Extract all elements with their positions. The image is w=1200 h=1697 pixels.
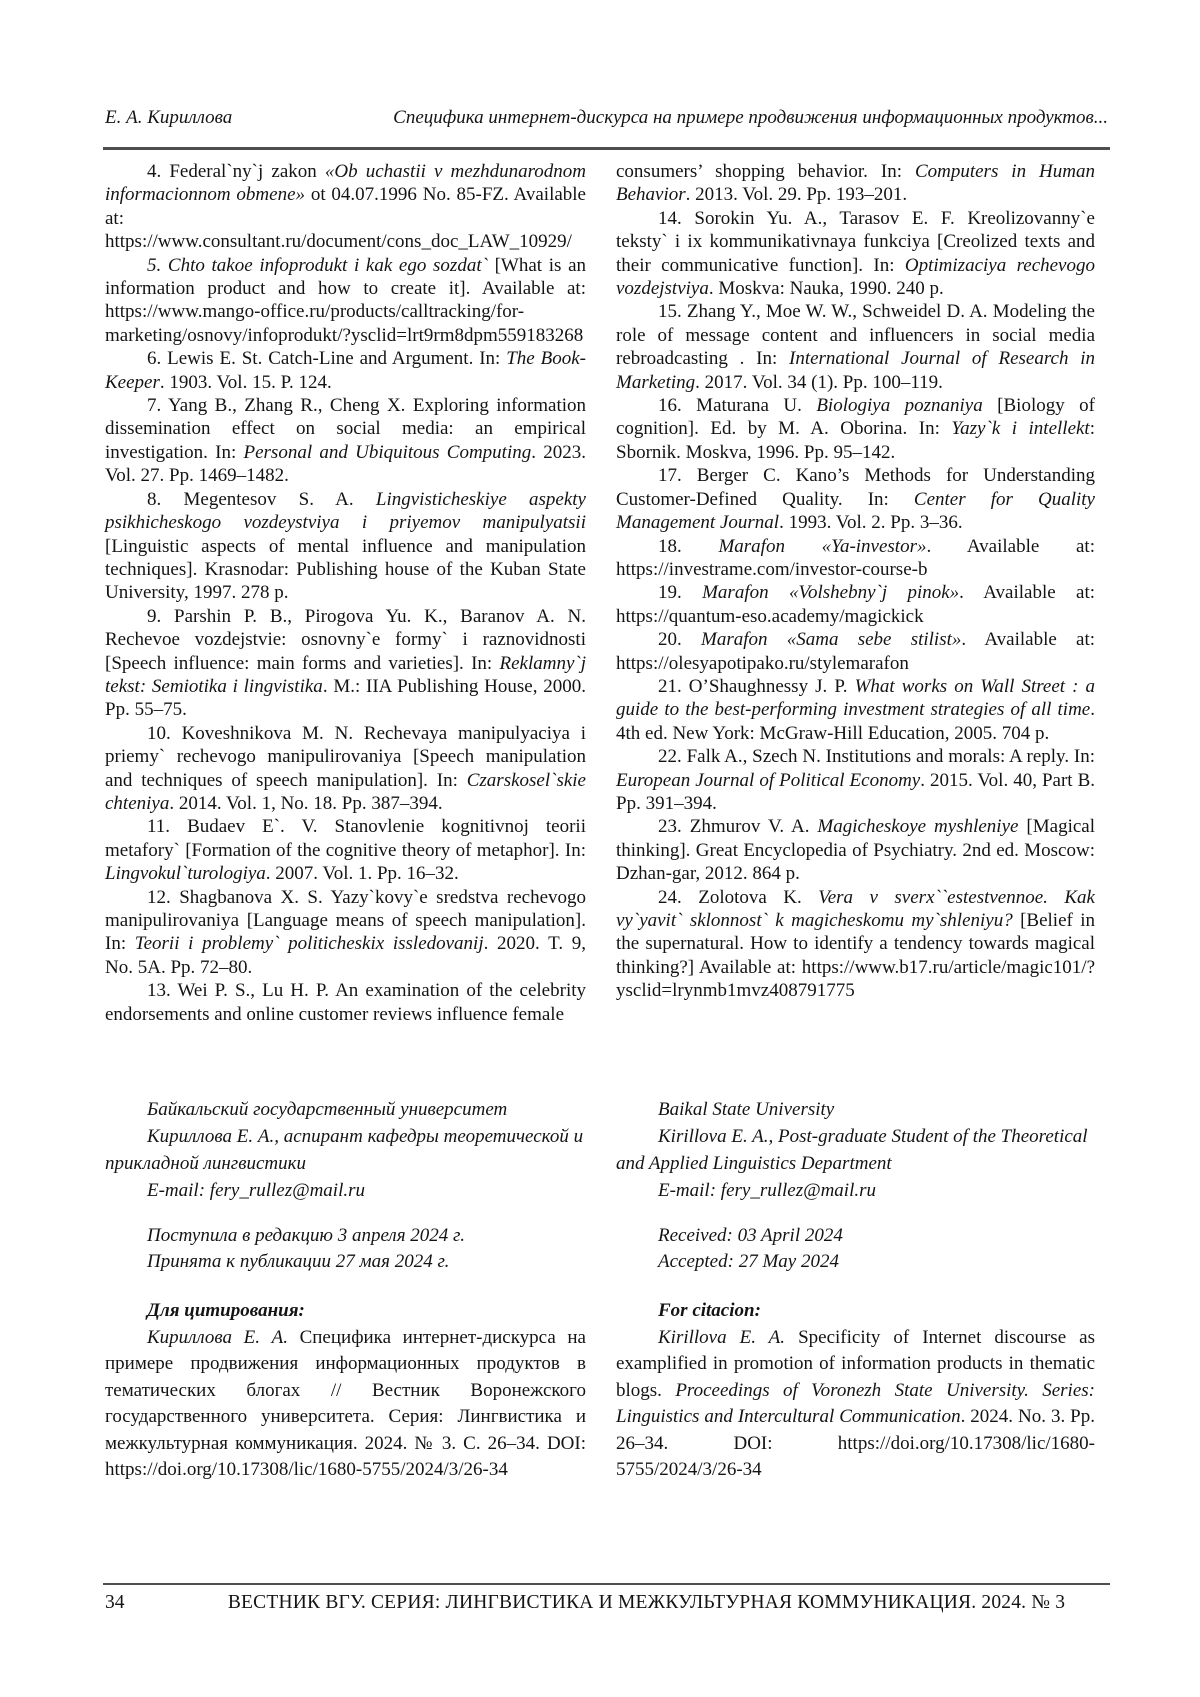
pub-date-line: Received: 03 April 2024 [658,1225,843,1246]
back-matter-en [616,1096,1095,1484]
reference-item: 15. Zhang Y., Moe W. W., Schweidel D. A. Modeling the role of message content and influencers in social media rebroadcasting . In: International Journal of Research in Marketing. 2017. Vol. 34 (1). Pp. 100–119. [616,301,1095,393]
references-left-column [105,160,586,1026]
reference-item: 19. Marafon «Volshebny`j pinok». Available at: https://quantum-eso.academy/magickick [616,582,1096,627]
pub-dates-en [616,1223,1095,1275]
reference-item: 17. Berger C. Kano’s Methods for Understanding Customer-Defined Quality. In: Center for Quality Management Journal. 1993. Vol. 2. Pp. 3–36. [616,465,1095,534]
reference-item: 20. Marafon «Sama sebe stilist». Available at: https://olesyapotipako.ru/stylemarafon [616,629,1096,674]
author-info-line: Baikal State University [658,1099,835,1120]
author-affiliation-ru [105,1096,586,1204]
author-info-line: Байкальский государственный университет [147,1099,508,1120]
pub-date-line: Поступила в редакцию 3 апреля 2024 г. [147,1225,465,1246]
reference-item: 22. Falk A., Szech N. Institutions and morals: A reply. In: European Journal of Political Economy. 2015. Vol. 40, Part B. Pp. 391–394. [616,746,1095,814]
citation-heading-en: For citacion: [658,1300,761,1321]
reference-item: 16. Maturana U. Biologiya poznaniya [Biology of cognition]. Ed. by M. A. Oborina. In: Yazy`k i intellekt: Sbornik. Moskva, 1996. Pp. 95–142. [616,395,1095,463]
citation-heading-ru: Для цитирования: [147,1300,305,1321]
footer-rule [103,1583,1110,1585]
author-info-line: E-mail: fery_rullez@mail.ru [147,1180,366,1201]
reference-item: 4. Federal`ny`j zakon «Ob uchastii v mezhdunarodnom informacionnom obmene» ot 04.07.1996 No. 85-FZ. Available at: https://www.consultant.ru/document/cons_doc_LAW_10929/ [105,161,586,253]
back-matter-ru [105,1096,586,1484]
reference-item: 7. Yang B., Zhang R., Cheng X. Exploring information dissemination effect on social media: an empirical investigation. In: Personal and Ubiquitous Computing. 2023. Vol. 27. Pp. 1469–1482. [105,395,586,487]
author-info-line: Kirillova E. A., Post-graduate Student of the Theoretical and Applied Linguistics Department [616,1126,1088,1174]
pub-date-line: Принята к публикации 27 мая 2024 г. [147,1251,450,1272]
back-matter-section [105,1096,1095,1484]
author-info-line: E-mail: fery_rullez@mail.ru [658,1180,877,1201]
reference-item: 24. Zolotova K. Vera v sverx``estestvennoe. Kak vy`yavit` sklonnost` k magicheskomu my`shleniyu? [Belief in the supernatural. How to identify a tendency towards magical thinking?] Available at: https://www.b17.ru/article/magic101/?ysclid=lrynmb1mvz408791775 [616,886,1096,1002]
pub-dates-ru [105,1223,586,1275]
reference-item: 12. Shagbanova X. S. Yazy`kovy`e sredstva rechevogo manipulirovaniya [Language means of speech manipulation]. In: Teorii i problemy` politicheskix issledovanij. 2020. T. 9, No. 5A. Pp. 72–80. [105,886,586,978]
journal-title: ВЕСТНИК ВГУ. СЕРИЯ: ЛИНГВИСТИКА И МЕЖКУЛЬТУРНАЯ КОММУНИКАЦИЯ. 2024. № 3 [227,1592,1066,1613]
citation-text-en: Kirillova E. A. Specificity of Internet discourse as examplified in promotion of information products in thematic blogs. Proceedings of Voronezh State University. Series: Linguistics and Intercultural Communication. 2024. No. 3. Pp. 26–34. DOI: https://doi.org/10.17308/lic/1680-5755/2024/3/26-34 [616,1326,1095,1480]
reference-item: 8. Megentesov S. A. Lingvisticheskiye aspekty psikhicheskogo vozdeystviya i priyemov manipulyatsii [Linguistic aspects of mental influence and manipulation techniques]. Krasnodar: Publishing house of the Kuban State University, 1997. 278 p. [105,488,586,604]
author-info-line: Кириллова Е. А., аспирант кафедры теоретической и прикладной лингвистики [105,1126,584,1174]
reference-item: 23. Zhmurov V. A. Magicheskoye myshleniye [Magical thinking]. Great Encyclopedia of Psychiatry. 2nd ed. Moscow: Dzhan-gar, 2012. 864 p. [616,816,1096,885]
running-header-title: Специфика интернет-дискурса на примере продвижения информационных продуктов... [393,107,1108,128]
citation-text-ru: Кириллова Е. А. Специфика интернет-дискурса на примере продвижения информационных продуктов в тематических блогах // Вестник Воронежского государственного университета. Серия: Лингвистика и межкультурная коммуникация. 2024. № 3. С. 26–34. DOI: https://doi.org/10.17308/lic/1680-5755/2024/3/26-34 [105,1326,586,1480]
references-right-column [616,160,1095,1026]
reference-item: 18. Marafon «Ya-investor». Available at: https://investrame.com/investor-course-b [616,535,1095,580]
author-affiliation-en [616,1096,1095,1204]
reference-item: consumers’ shopping behavior. In: Computers in Human Behavior. 2013. Vol. 29. Pp. 193–201. [616,161,1095,206]
reference-item: 13. Wei P. S., Lu H. P. An examination of the celebrity endorsements and online customer reviews influence female [105,980,586,1025]
references-section [105,160,1095,1026]
running-header [105,107,1108,129]
citation-block-en [616,1298,1095,1484]
reference-item: 10. Koveshnikova M. N. Rechevaya manipulyaciya i priemy` rechevogo manipulirovaniya [Speech manipulation and techniques of speech manipulation]. In: Czarskosel`skie chteniya. 2014. Vol. 1, No. 18. Pp. 387–394. [105,722,586,814]
reference-item: 21. O’Shaughnessy J. P. What works on Wall Street : a guide to the best-performing investment strategies of all time. 4th ed. New York: McGraw-Hill Education, 2005. 704 p. [616,675,1095,744]
citation-block-ru [105,1298,586,1484]
reference-item: 6. Lewis E. St. Catch-Line and Argument. In: The Book-Keeper. 1903. Vol. 15. P. 124. [105,348,586,393]
reference-item: 11. Budaev E`. V. Stanovlenie kognitivnoj teorii metafory` [Formation of the cognitive theory of metaphor]. In: Lingvokul`turologiya. 2007. Vol. 1. Pp. 16–32. [105,816,586,885]
reference-item: 9. Parshin P. B., Pirogova Yu. K., Baranov A. N. Rechevoe vozdejstvie: osnovny`e formy` i raznovidnosti [Speech influence: main forms and varieties]. In: Reklamny`j tekst: Semiotika i lingvistika. M.: IIA Publishing House, 2000. Pp. 55–75. [105,605,586,721]
pub-date-line: Accepted: 27 May 2024 [658,1251,839,1272]
page-number: 34 [105,1592,125,1613]
page-footer [105,1592,1108,1614]
reference-item: 5. Chto takoe infoprodukt i kak ego sozdat` [What is an information product and how to create it]. Available at: https://www.mango-office.ru/products/calltracking/for-marketing/osnovy/infoprodukt/?ysclid=lrt9rm8dpm559183268 [105,254,587,346]
header-rule [103,147,1110,150]
running-header-author: Е. А. Кириллова [105,107,233,128]
reference-item: 14. Sorokin Yu. A., Tarasov E. F. Kreolizovanny`e teksty` i ix kommunikativnaya funkciya [Creolized texts and their communicative function]. In: Optimizaciya rechevogo vozdejstviya. Moskva: Nauka, 1990. 240 p. [616,207,1095,300]
